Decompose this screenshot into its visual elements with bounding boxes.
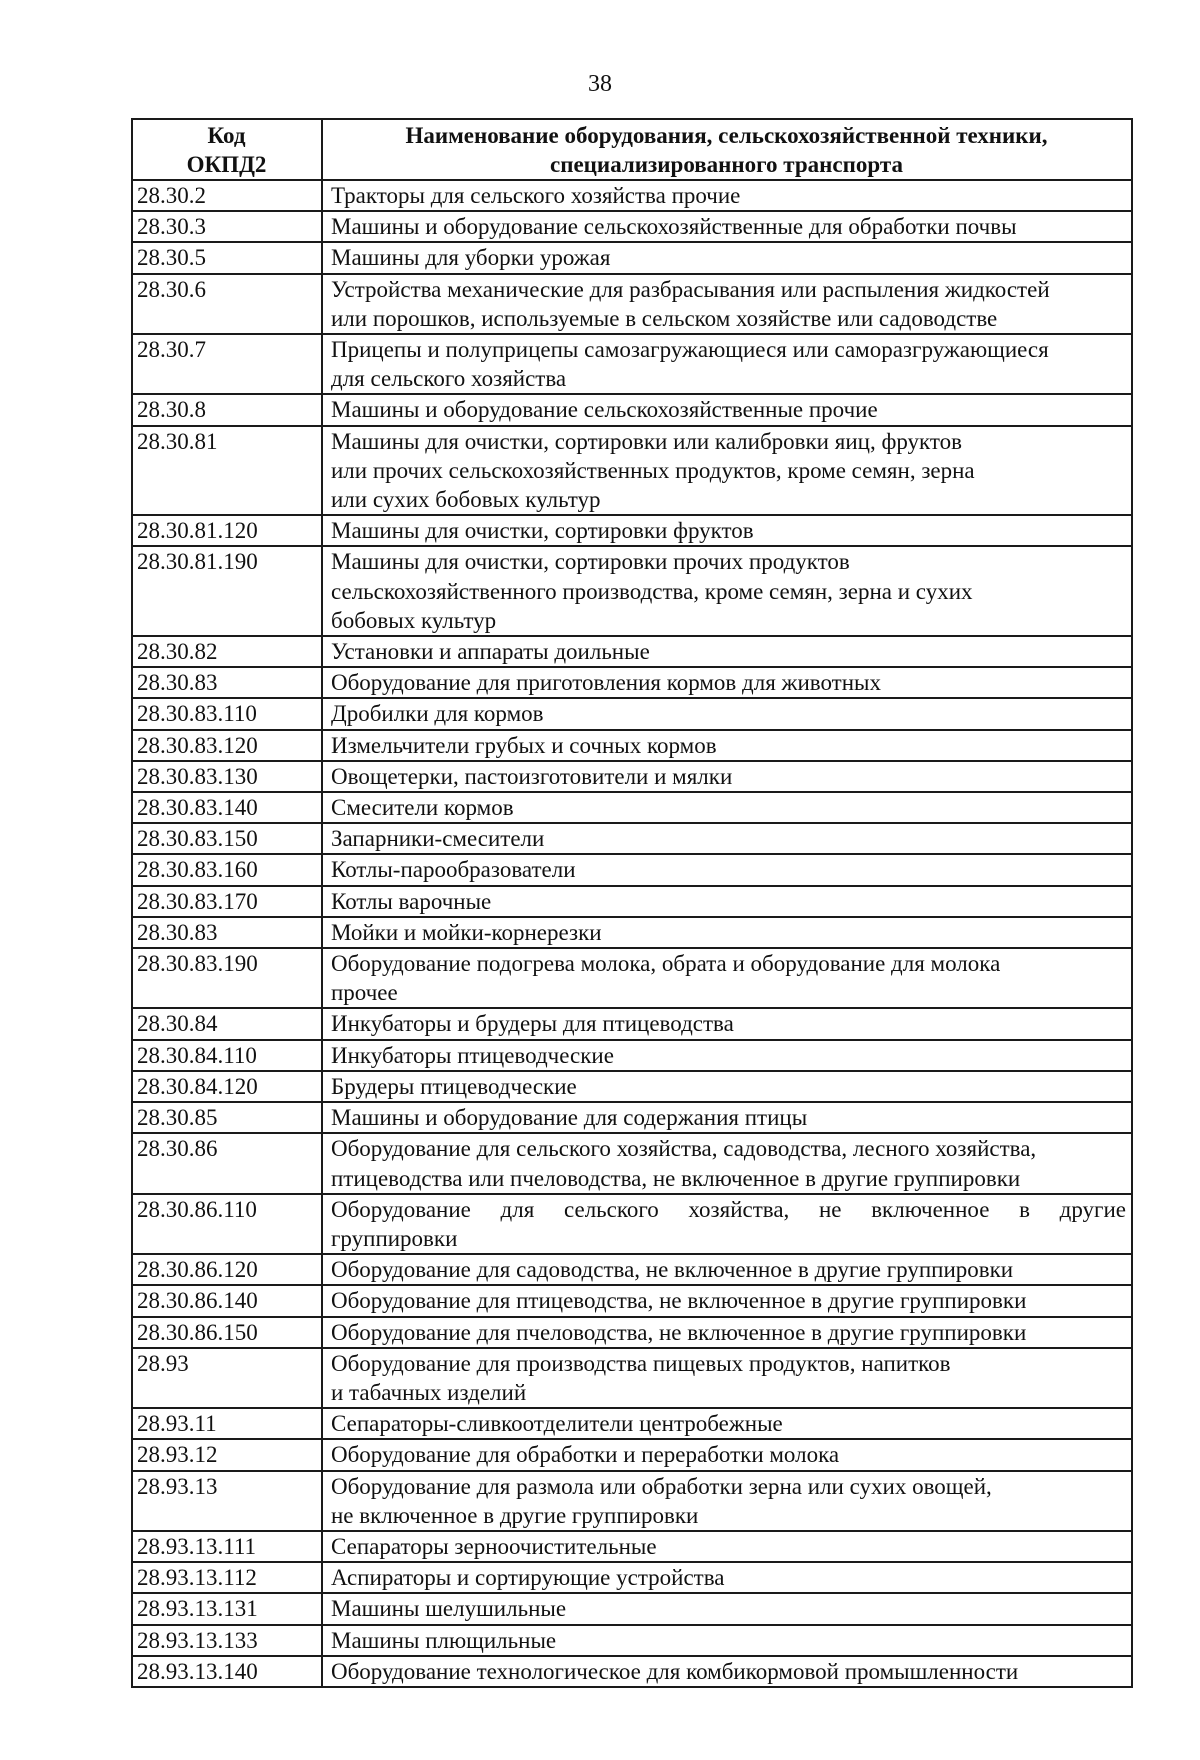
- row-name: Машины для очистки, сортировки или калибровки яиц, фруктов или прочих сельскохозяйственных продуктов, кроме семян, зерна или сухих бобовых культур: [322, 426, 1132, 516]
- row-code: 28.30.83.150: [132, 823, 322, 854]
- row-name: Мойки и мойки-корнерезки: [322, 917, 1132, 948]
- row-code: 28.93.13.131: [132, 1593, 322, 1624]
- table-row: [132, 1471, 1132, 1531]
- row-name: [322, 1194, 1132, 1254]
- row-code: 28.30.84.120: [132, 1071, 322, 1102]
- row-code: 28.93.11: [132, 1408, 322, 1439]
- row-name: Оборудование для пчеловодства, не включенное в другие группировки: [322, 1317, 1132, 1348]
- row-code: 28.30.86.120: [132, 1254, 322, 1285]
- row-code: 28.30.2: [132, 180, 322, 211]
- row-code: 28.30.81.190: [132, 546, 322, 636]
- row-code: 28.30.83.130: [132, 761, 322, 792]
- row-code: 28.30.8: [132, 394, 322, 425]
- table-row: [132, 334, 1132, 394]
- table-row: [132, 1408, 1132, 1439]
- table-row: [132, 1562, 1132, 1593]
- table-body: [132, 180, 1132, 1687]
- row-name: Машины шелушильные: [322, 1593, 1132, 1624]
- row-name: Оборудование для обработки и переработки молока: [322, 1439, 1132, 1470]
- row-name: Оборудование для садоводства, не включенное в другие группировки: [322, 1254, 1132, 1285]
- row-code: 28.30.86.150: [132, 1317, 322, 1348]
- table-row: [132, 546, 1132, 636]
- row-code: 28.93: [132, 1348, 322, 1408]
- table-row: [132, 180, 1132, 211]
- table-row: [132, 1040, 1132, 1071]
- row-code: 28.93.13.111: [132, 1531, 322, 1562]
- row-name: Прицепы и полуприцепы самозагружающиеся или саморазгружающиеся для сельского хозяйства: [322, 334, 1132, 394]
- header-name: Наименование оборудования, сельскохозяйственной техники, специализированного транспорта: [322, 119, 1132, 180]
- table-row: [132, 211, 1132, 242]
- table-row: [132, 242, 1132, 273]
- row-name: Котлы-парообразователи: [322, 854, 1132, 885]
- table-row: [132, 1285, 1132, 1316]
- table-row: [132, 948, 1132, 1008]
- row-name: Машины плющильные: [322, 1625, 1132, 1656]
- page-number: 38: [588, 71, 612, 97]
- row-name: Машины для очистки, сортировки прочих продуктов сельскохозяйственного производства, кроме семян, зерна и сухих бобовых культур: [322, 546, 1132, 636]
- row-code: 28.30.81.120: [132, 515, 322, 546]
- table-row: [132, 1133, 1132, 1193]
- row-code: 28.30.83.190: [132, 948, 322, 1008]
- table-row: [132, 426, 1132, 516]
- row-code: 28.93.13.140: [132, 1656, 322, 1687]
- row-name: Оборудование технологическое для комбикормовой промышленности: [322, 1656, 1132, 1687]
- row-name: Дробилки для кормов: [322, 698, 1132, 729]
- row-code: 28.30.83.140: [132, 792, 322, 823]
- row-name: Инкубаторы птицеводческие: [322, 1040, 1132, 1071]
- row-code: 28.93.13.112: [132, 1562, 322, 1593]
- row-name: Брудеры птицеводческие: [322, 1071, 1132, 1102]
- row-code: 28.30.5: [132, 242, 322, 273]
- row-code: 28.30.86.140: [132, 1285, 322, 1316]
- row-name: Оборудование для производства пищевых продуктов, напитков и табачных изделий: [322, 1348, 1132, 1408]
- row-name-line: группировки: [331, 1225, 458, 1251]
- table-row: [132, 886, 1132, 917]
- row-code: 28.30.85: [132, 1102, 322, 1133]
- row-name: Машины для очистки, сортировки фруктов: [322, 515, 1132, 546]
- row-code: 28.93.13.133: [132, 1625, 322, 1656]
- row-name: Установки и аппараты доильные: [322, 636, 1132, 667]
- row-code: 28.30.6: [132, 274, 322, 334]
- row-code: 28.30.83.110: [132, 698, 322, 729]
- row-name: Оборудование подогрева молока, обрата и оборудование для молока прочее: [322, 948, 1132, 1008]
- table-row: [132, 1348, 1132, 1408]
- table-row: [132, 917, 1132, 948]
- table-row: [132, 1593, 1132, 1624]
- row-code: 28.30.81: [132, 426, 322, 516]
- table-row: [132, 636, 1132, 667]
- table-row: [132, 1194, 1132, 1254]
- row-code: 28.30.83.120: [132, 730, 322, 761]
- row-name: Оборудование для сельского хозяйства, садоводства, лесного хозяйства, птицеводства или пчеловодства, не включенное в другие группировки: [322, 1133, 1132, 1193]
- row-name: Измельчители грубых и сочных кормов: [322, 730, 1132, 761]
- equipment-classification-table: [131, 118, 1133, 1688]
- row-name: Оборудование для приготовления кормов для животных: [322, 667, 1132, 698]
- table-row: [132, 1317, 1132, 1348]
- row-name: Сепараторы-сливкоотделители центробежные: [322, 1408, 1132, 1439]
- row-code: 28.30.83: [132, 917, 322, 948]
- table-row: [132, 761, 1132, 792]
- row-name: Машины и оборудование сельскохозяйственные для обработки почвы: [322, 211, 1132, 242]
- row-code: 28.30.86.110: [132, 1194, 322, 1254]
- row-code: 28.30.84.110: [132, 1040, 322, 1071]
- row-code: 28.30.86: [132, 1133, 322, 1193]
- row-name: Инкубаторы и брудеры для птицеводства: [322, 1008, 1132, 1039]
- table-row: [132, 854, 1132, 885]
- table-row: [132, 1254, 1132, 1285]
- row-name: Машины для уборки урожая: [322, 242, 1132, 273]
- row-code: 28.30.82: [132, 636, 322, 667]
- table-row: [132, 667, 1132, 698]
- row-name: Оборудование для размола или обработки зерна или сухих овощей, не включенное в другие группировки: [322, 1471, 1132, 1531]
- table-row: [132, 698, 1132, 729]
- table-row: [132, 1439, 1132, 1470]
- row-name: Тракторы для сельского хозяйства прочие: [322, 180, 1132, 211]
- table-row: [132, 792, 1132, 823]
- row-name: Оборудование для птицеводства, не включенное в другие группировки: [322, 1285, 1132, 1316]
- table-row: [132, 730, 1132, 761]
- header-code: Код ОКПД2: [132, 119, 322, 180]
- row-code: 28.30.7: [132, 334, 322, 394]
- row-code: 28.93.12: [132, 1439, 322, 1470]
- table-row: [132, 1102, 1132, 1133]
- table-header-row: [132, 119, 1132, 180]
- table-row: [132, 394, 1132, 425]
- row-name: Машины и оборудование сельскохозяйственные прочие: [322, 394, 1132, 425]
- row-code: 28.30.84: [132, 1008, 322, 1039]
- row-name: Сепараторы зерноочистительные: [322, 1531, 1132, 1562]
- row-name-line: Оборудование для сельского хозяйства, не включенное в другие: [331, 1196, 1126, 1222]
- row-code: 28.30.3: [132, 211, 322, 242]
- row-name: Овощетерки, пастоизготовители и мялки: [322, 761, 1132, 792]
- table-row: [132, 1656, 1132, 1687]
- row-name: Машины и оборудование для содержания птицы: [322, 1102, 1132, 1133]
- row-code: 28.93.13: [132, 1471, 322, 1531]
- table-row: [132, 274, 1132, 334]
- table-row: [132, 823, 1132, 854]
- table-row: [132, 1008, 1132, 1039]
- table-row: [132, 1531, 1132, 1562]
- row-code: 28.30.83.160: [132, 854, 322, 885]
- table-row: [132, 1625, 1132, 1656]
- table-row: [132, 1071, 1132, 1102]
- row-code: 28.30.83.170: [132, 886, 322, 917]
- row-code: 28.30.83: [132, 667, 322, 698]
- table-row: [132, 515, 1132, 546]
- row-name: Аспираторы и сортирующие устройства: [322, 1562, 1132, 1593]
- row-name: Устройства механические для разбрасывания или распыления жидкостей или порошков, используемые в сельском хозяйстве или садоводстве: [322, 274, 1132, 334]
- row-name: Котлы варочные: [322, 886, 1132, 917]
- row-name: Смесители кормов: [322, 792, 1132, 823]
- row-name: Запарники-смесители: [322, 823, 1132, 854]
